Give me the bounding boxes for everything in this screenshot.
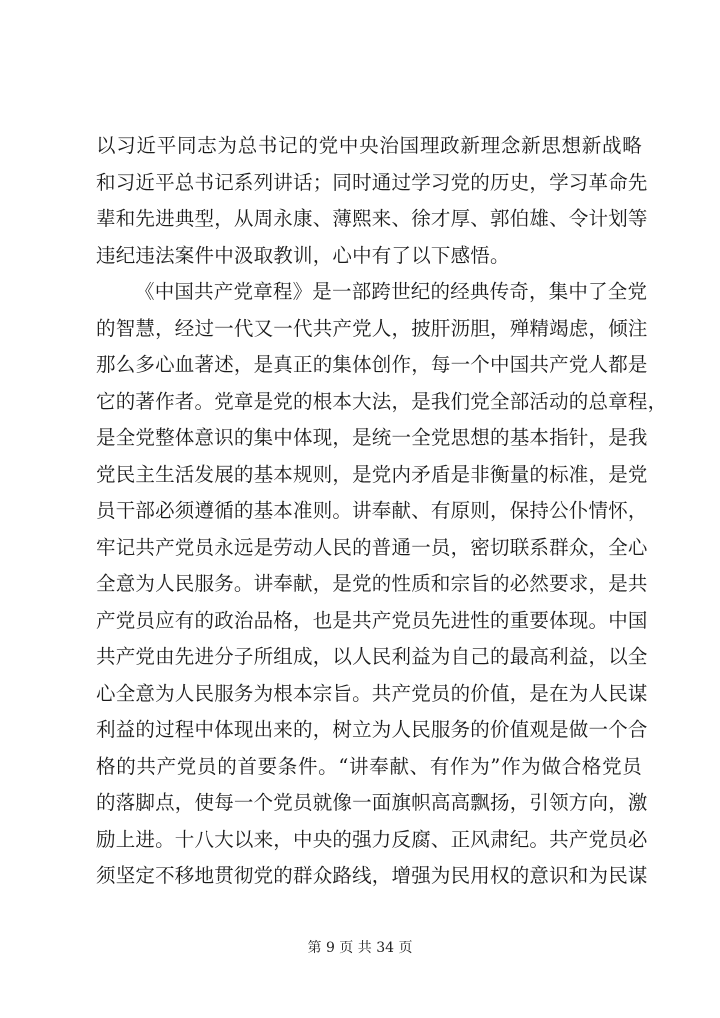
text-line: 利益的过程中体现出来的，树立为人民服务的价值观是做一个合 xyxy=(96,718,648,741)
text-line: 励上进。十八大以来，中央的强力反腐、正风肃纪。共产党员必 xyxy=(96,827,648,851)
text-line: 党民主生活发展的基本规则，是党内矛盾是非衡量的标准，是党 xyxy=(96,462,648,486)
paragraph-first-line: 《中国共产党章程》是一部跨世纪的经典传奇，集中了全党 xyxy=(135,280,648,303)
text-line: 以习近平同志为总书记的党中央治国理政新理念新思想新战略 xyxy=(96,134,642,157)
text-line: 辈和先进典型，从周永康、薄熙来、徐才厚、郭伯雄、令计划等 xyxy=(96,207,648,230)
text-line: 须坚定不移地贯彻党的群众路线，增强为民用权的意识和为民谋 xyxy=(96,864,648,887)
text-line: 格的共产党员的首要条件。“讲奉献、有作为”作为做合格党员 xyxy=(96,754,642,778)
text-line: 是全党整体意识的集中体现，是统一全党思想的基本指针，是我 xyxy=(96,426,648,449)
text-line: 全意为人民服务。讲奉献，是党的性质和宗旨的必然要求，是共 xyxy=(96,572,648,595)
text-line: 心全意为人民服务为根本宗旨。共产党员的价值，是在为人民谋 xyxy=(96,681,648,705)
text-line: 那么多心血著述，是真正的集体创作，每一个中国共产党人都是 xyxy=(96,353,648,376)
text-line: 和习近平总书记系列讲话；同时通过学习党的历史，学习革命先 xyxy=(96,170,648,194)
text-line: 它的著作者。党章是党的根本大法，是我们党全部活动的总章程， xyxy=(96,389,668,413)
page-number-footer: 第 9 页 共 34 页 xyxy=(307,940,413,956)
body-text xyxy=(96,128,668,895)
text-line: 违纪违法案件中汲取教训，心中有了以下感悟。 xyxy=(96,243,510,267)
text-line: 的落脚点，使每一个党员就像一面旗帜高高飘扬，引领方向，激 xyxy=(96,791,648,814)
text-line: 员干部必须遵循的基本准则。讲奉献、有原则，保持公仆情怀， xyxy=(96,499,648,522)
text-line: 共产党由先进分子所组成，以人民利益为自己的最高利益，以全 xyxy=(96,645,648,668)
text-line: 产党员应有的政治品格，也是共产党员先进性的重要体现。中国 xyxy=(96,608,648,632)
text-line: 的智慧，经过一代又一代共产党人，披肝沥胆，殚精竭虑，倾注 xyxy=(96,316,648,340)
text-line: 牢记共产党员永远是劳动人民的普通一员，密切联系群众，全心 xyxy=(96,535,648,559)
